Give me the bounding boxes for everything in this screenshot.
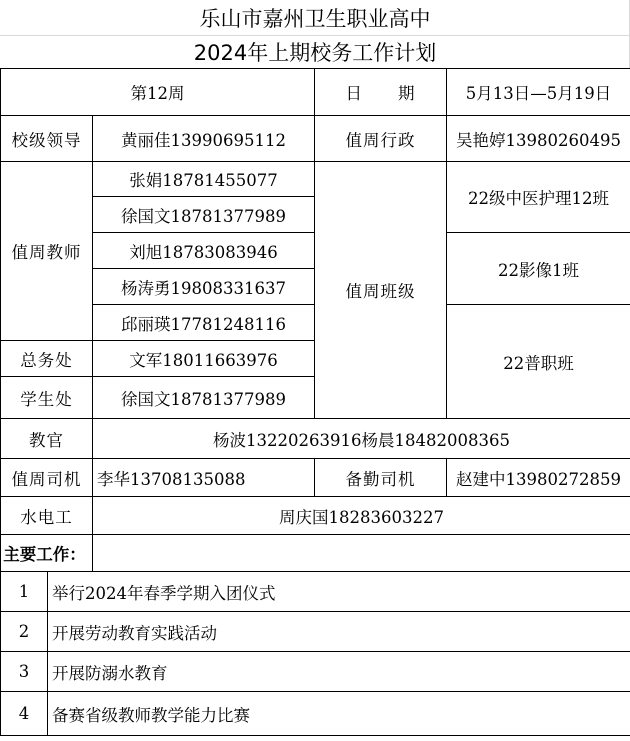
task-number: 3 (1, 652, 48, 692)
duty-driver-value: 李华13708135088 (93, 459, 315, 497)
teacher-item: 徐国文18781377989 (93, 197, 315, 233)
instructor-value: 杨波13220263916杨晨18482008365 (93, 419, 630, 459)
duty-class-item: 22普职班 (447, 305, 630, 419)
general-affairs-value: 文军18011663976 (93, 341, 315, 377)
electrician-label: 水电工 (1, 497, 93, 535)
task-number: 4 (1, 692, 48, 736)
student-affairs-value: 徐国文18781377989 (93, 377, 315, 419)
admin-on-duty-value: 吴艳婷13980260495 (447, 116, 630, 162)
teachers-label: 值周教师 (1, 162, 93, 341)
task-number: 2 (1, 612, 48, 652)
main-work-label-text: 主要工作： (3, 545, 86, 564)
student-affairs-label: 学生处 (1, 377, 93, 419)
plan-title: 2024年上期校务工作计划 (193, 41, 437, 65)
admin-on-duty-label: 值周行政 (315, 116, 447, 162)
instructor-label: 教官 (1, 419, 93, 459)
date-label: 日 期 (315, 69, 447, 116)
teacher-item: 邱丽瑛17781248116 (93, 305, 315, 341)
main-work-label (1, 535, 93, 572)
date-range: 5月13日—5月19日 (447, 69, 630, 116)
week-number: 第12周 (1, 69, 315, 116)
task-text: 备赛省级教师教学能力比赛 (48, 692, 630, 736)
school-title: 乐山市嘉州卫生职业高中 (199, 7, 431, 31)
teacher-item: 张娟18781455077 (93, 162, 315, 197)
teacher-item: 刘旭18783083946 (93, 233, 315, 269)
main-work-spacer (93, 535, 630, 572)
task-text: 举行2024年春季学期入团仪式 (48, 572, 630, 612)
school-leader-label: 校级领导 (1, 116, 93, 162)
duty-class-item: 22级中医护理12班 (447, 162, 630, 233)
task-text: 开展防溺水教育 (48, 652, 630, 692)
duty-driver-label: 值周司机 (1, 459, 93, 497)
teacher-item: 杨涛勇19808331637 (93, 269, 315, 305)
general-affairs-label: 总务处 (1, 341, 93, 377)
schedule-table (0, 68, 630, 736)
school-leader-value: 黄丽佳13990695112 (93, 116, 315, 162)
electrician-value: 周庆国18283603227 (93, 497, 630, 535)
backup-driver-label: 备勤司机 (315, 459, 447, 497)
duty-class-item: 22影像1班 (447, 233, 630, 305)
duty-class-label: 值周班级 (315, 162, 447, 419)
backup-driver-value: 赵建中13980272859 (447, 459, 630, 497)
task-number: 1 (1, 572, 48, 612)
task-text: 开展劳动教育实践活动 (48, 612, 630, 652)
grid-line (0, 35, 630, 36)
